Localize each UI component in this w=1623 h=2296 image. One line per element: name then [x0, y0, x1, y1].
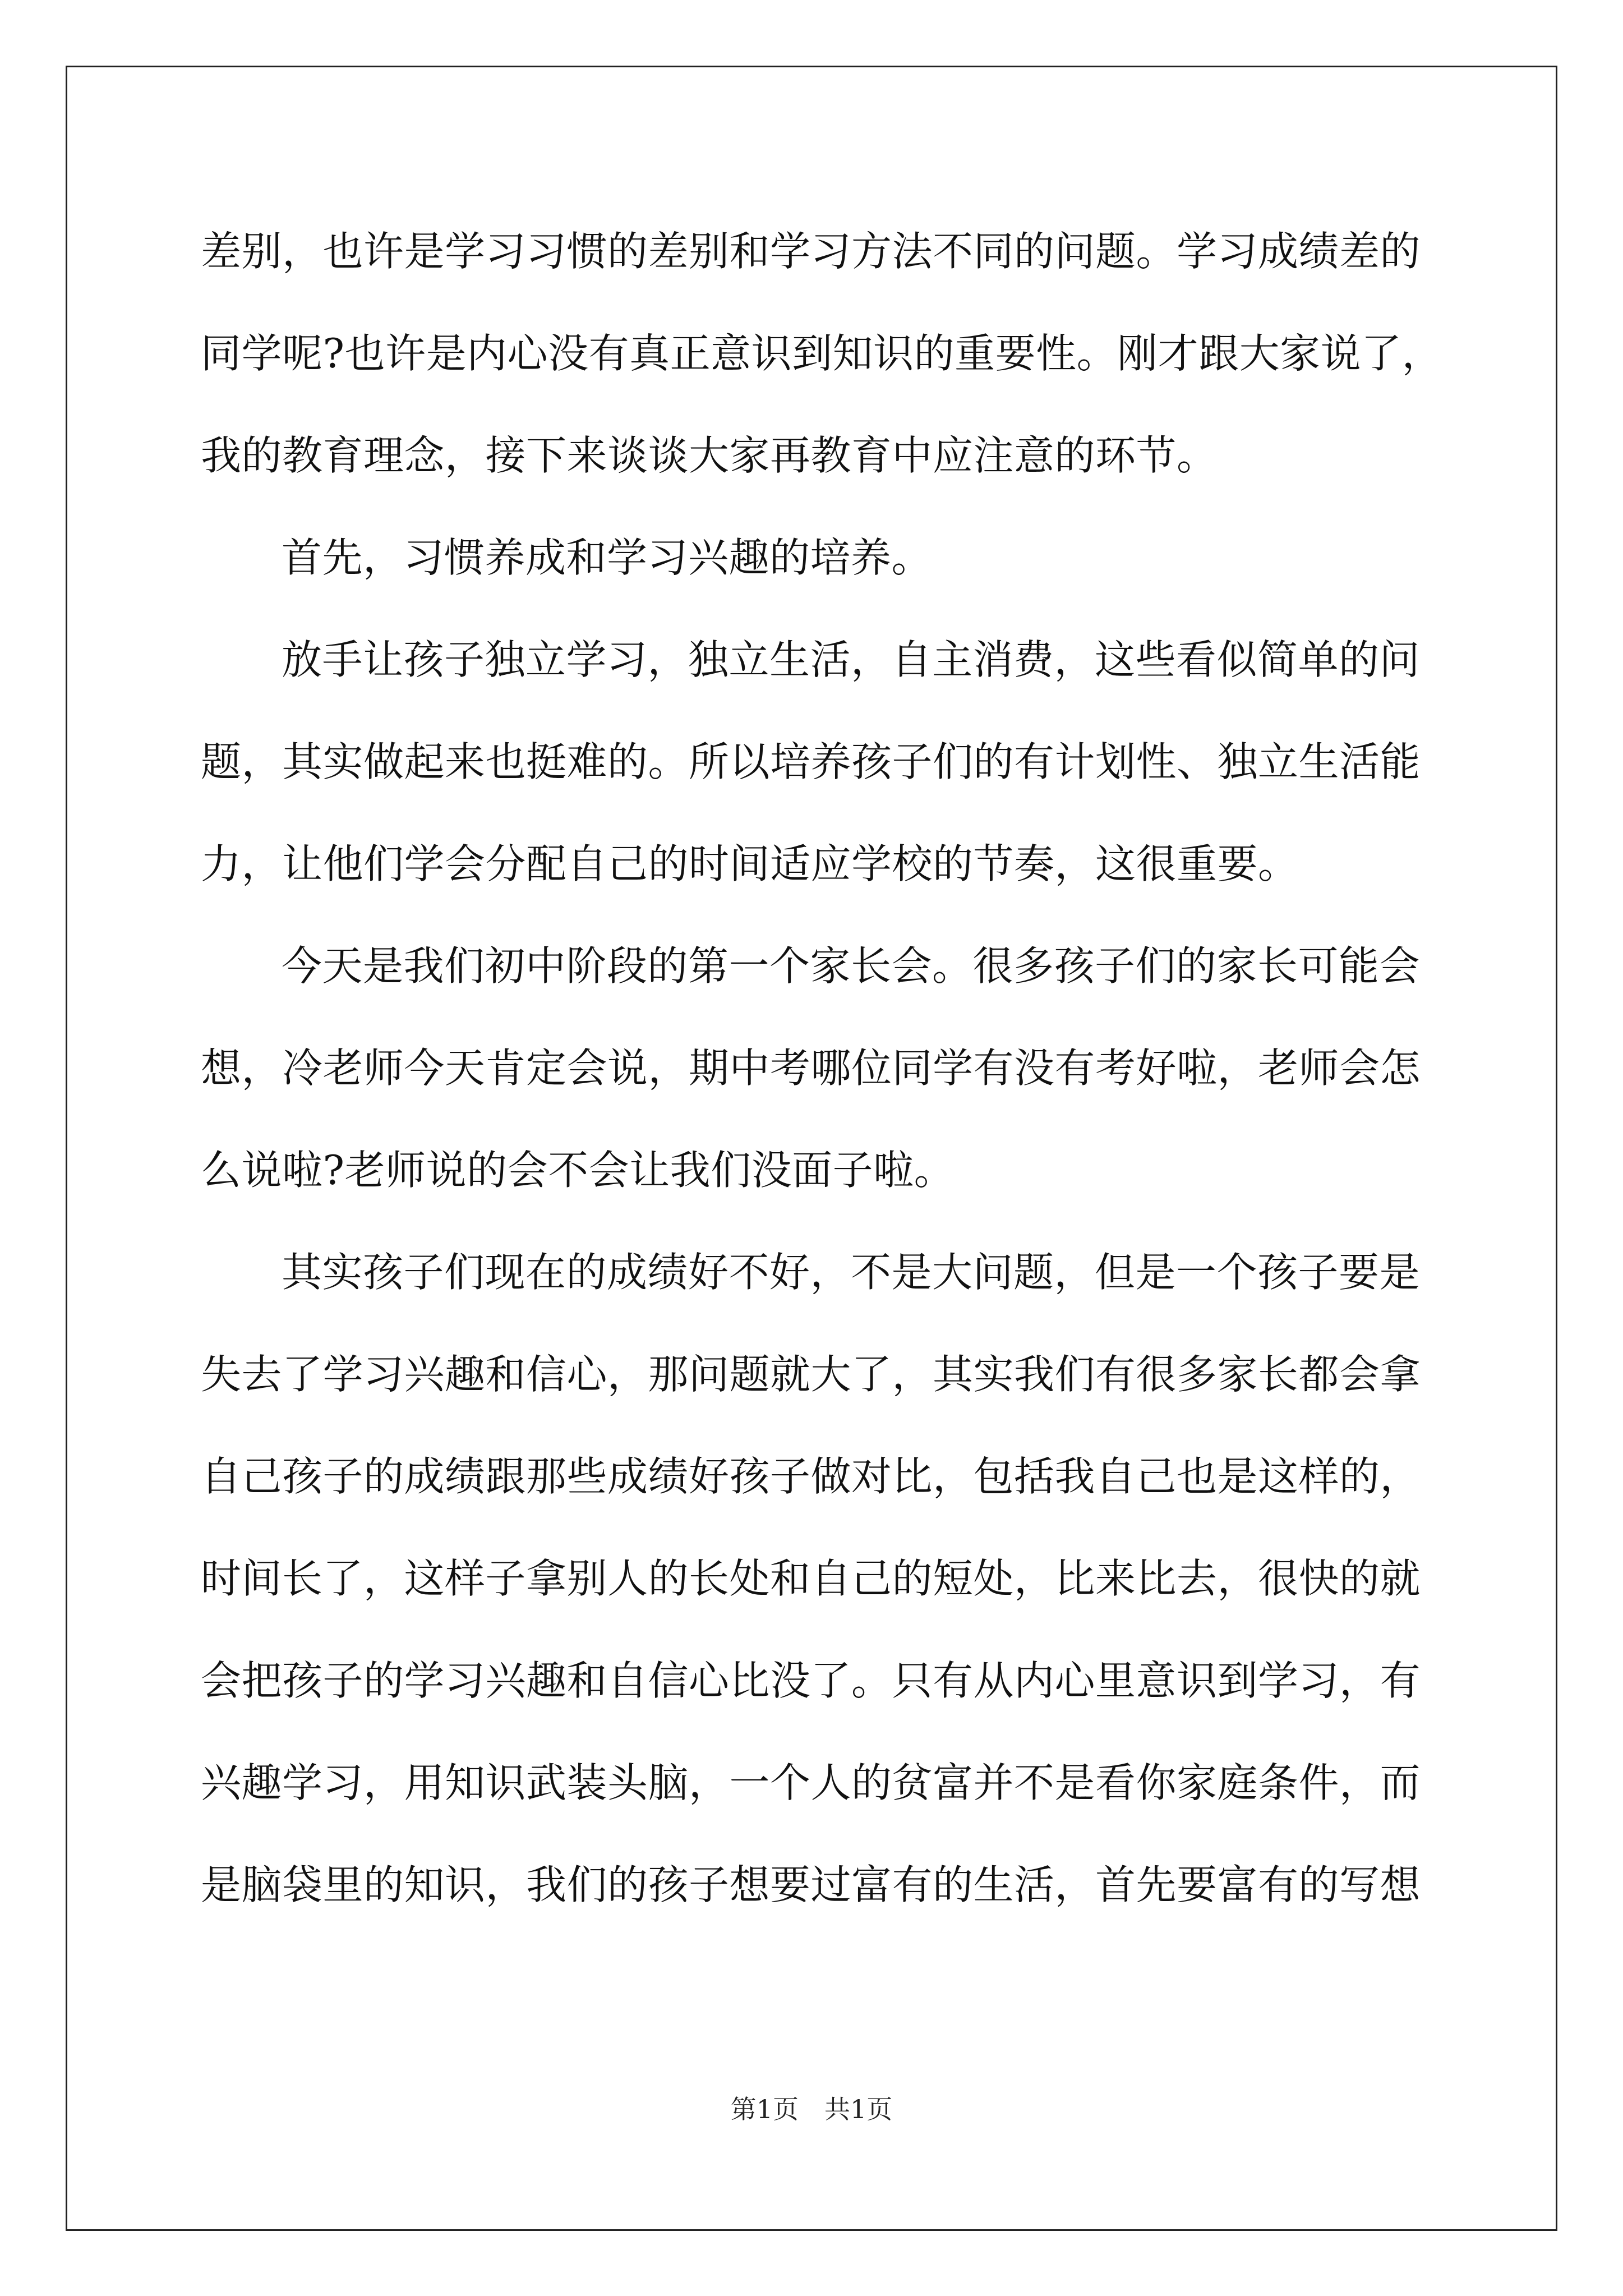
- text-line: 是脑袋里的知识，我们的孩子想要过富有的生活，首先要富有的写想: [201, 1861, 1421, 1908]
- text-line: 差别，也许是学习习惯的差别和学习方法不同的问题。学习成绩差的: [201, 228, 1421, 275]
- text-line: 失去了学习兴趣和信心，那问题就大了，其实我们有很多家长都会拿: [201, 1351, 1421, 1398]
- text-line: 首先，习惯养成和学习兴趣的培养。: [282, 534, 933, 581]
- page-footer: 第1页 共1页: [730, 2094, 893, 2124]
- text-line: 同学呢?也许是内心没有真正意识到知识的重要性。刚才跟大家说了，: [201, 330, 1443, 377]
- text-line: 时间长了，这样子拿别人的长处和自己的短处，比来比去，很快的就: [201, 1555, 1421, 1602]
- text-line: 今天是我们初中阶段的第一个家长会。很多孩子们的家长可能会: [282, 942, 1421, 990]
- text-line: 我的教育理念，接下来谈谈大家再教育中应注意的环节。: [201, 432, 1218, 479]
- text-line: 力，让他们学会分配自己的时间适应学校的节奏，这很重要。: [201, 840, 1299, 887]
- text-line: 其实孩子们现在的成绩好不好，不是大问题，但是一个孩子要是: [282, 1249, 1421, 1296]
- text-line: 自己孩子的成绩跟那些成绩好孩子做对比，包括我自己也是这样的，: [201, 1453, 1421, 1500]
- text-line: 题，其实做起来也挺难的。所以培养孩子们的有计划性、独立生活能: [201, 738, 1421, 785]
- text-line: 放手让孩子独立学习，独立生活，自主消费，这些看似简单的问: [282, 636, 1421, 683]
- text-line: 么说啦?老师说的会不会让我们没面子啦。: [201, 1147, 955, 1194]
- text-line: 兴趣学习，用知识武装头脑，一个人的贫富并不是看你家庭条件，而: [201, 1759, 1421, 1806]
- text-line: 想，冷老师今天肯定会说，期中考哪位同学有没有考好啦，老师会怎: [201, 1045, 1421, 1092]
- text-line: 会把孩子的学习兴趣和自信心比没了。只有从内心里意识到学习，有: [201, 1657, 1421, 1704]
